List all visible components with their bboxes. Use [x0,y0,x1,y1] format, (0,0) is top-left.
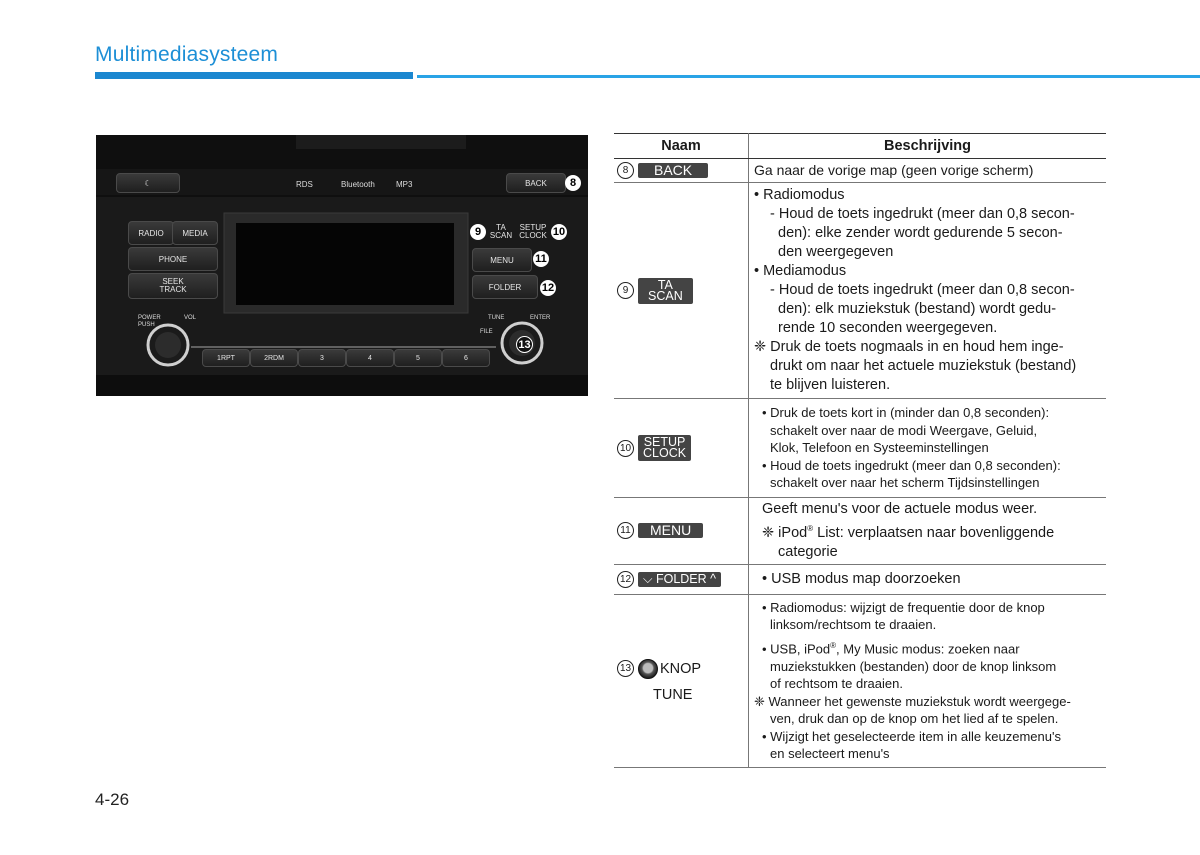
callout-13: 13 [516,336,533,353]
file-label: FILE [480,329,493,335]
header-rule-accent [95,72,413,79]
track-label: TRACK [159,285,187,294]
table-row [614,564,1106,594]
description-line: den weergegeven [778,244,894,260]
setup-label: SETUP [519,223,547,232]
description-line: den): elke zender wordt gedurende 5 secon- [778,225,1063,241]
preset-1-button: 1RPT [202,349,250,367]
back-button: BACK [506,173,566,193]
description-line: te blijven luisteren. [770,377,891,393]
preset-4-button: 4 [346,349,394,367]
ta-scan-key-icon [638,278,693,304]
description-line: en selecteert menu's [770,746,890,762]
radio-panel-photo [96,135,588,396]
description-line: linksom/rechtsom te draaien. [770,617,937,633]
table-row [614,183,1106,399]
description-line: categorie [778,543,838,560]
page-number: 4-26 [95,790,130,809]
callout-10: 10 [552,226,566,238]
description-line: Ga naar de vorige map (geen vorige scherm) [754,162,1034,178]
registered-mark: ® [830,640,837,650]
phone-button: PHONE [128,247,218,271]
push-label: PUSH [138,322,155,328]
chevron-up-icon: ^ [710,571,717,586]
moon-button [116,173,180,193]
table-row [614,498,1106,565]
folder-label: FOLDER [655,571,707,586]
header-rule [417,75,1200,78]
description-line: • Mediamodus [754,263,847,279]
description-line: ❈ Druk de toets nogmaals in en houd hem inge- [754,339,1064,355]
callout-8: 8 [565,175,581,191]
description-line: schakelt over naar het scherm Tijdsinstellingen [770,475,1040,491]
table-row [614,399,1106,498]
description-line: muziekstukken (bestanden) door de knop linksom [770,658,1057,674]
ta-scan-button [488,221,514,243]
description-line: of rechtsom te draaien. [770,676,903,692]
mp3-logo: MP3 [396,180,413,189]
callout-9: 9 [470,224,486,240]
description-line: ❈ iPod [762,524,808,541]
clock-label: CLOCK [519,231,547,240]
description-line: drukt om naar het actuele muziekstuk (bestand) [770,358,1077,374]
description-line: • USB, iPod [762,641,831,657]
description-line: - Houd de toets ingedrukt (meer dan 0,8 secon- [770,282,1075,298]
controls-table [614,133,1106,768]
preset-3-button: 3 [298,349,346,367]
preset-6-button: 6 [442,349,490,367]
media-button: MEDIA [172,221,218,245]
table-row [614,594,1106,767]
description-line: ❈ Wanneer het gewenste muziekstuk wordt weergege- [754,693,1071,709]
vol-label: VOL [184,315,197,321]
radio-button: RADIO [128,221,174,245]
knob-icon [638,659,658,679]
description-line: den): elk muziekstuk (bestand) wordt gedu- [778,301,1057,317]
description-line: schakelt over naar de modi Weergave, Geluid, [770,422,1038,438]
preset-5-button: 5 [394,349,442,367]
description-line: Geeft menu's voor de actuele modus weer. [762,501,1038,517]
description-line: rende 10 seconden weergegeven. [778,320,998,336]
item-number: 9 [617,282,634,299]
chevron-down-icon: ⌵ [643,571,653,586]
clock-label: CLOCK [643,446,687,460]
description-line: List: verplaatsen naar bovenliggende [813,524,1055,541]
menu-key-icon: MENU [638,523,703,538]
ta-label: TA [657,277,673,292]
seek-label: SEEK [162,277,184,286]
registered-mark: ® [807,524,814,533]
description-line: • Houd de toets ingedrukt (meer dan 0,8 seconden): [762,457,1061,473]
column-header-description: Beschrijving [749,134,1107,159]
table-row [614,159,1106,183]
seek-track-button [128,273,218,299]
section-title: Multimediasysteem [95,43,279,66]
column-header-name: Naam [614,134,749,159]
callout-12: 12 [541,282,555,294]
scan-label: SCAN [489,231,513,240]
item-number: 12 [617,571,634,588]
description-line: • Radiomodus [754,187,845,203]
power-label: POWER [138,315,161,321]
description-line: • Wijzigt het geselecteerde item in alle keuzemenu's [762,728,1061,744]
menu-button: MENU [472,248,532,272]
rds-logo: RDS [296,180,313,189]
tune-label: TUNE [653,686,693,703]
scan-label: SCAN [648,288,683,303]
description-line: Klok, Telefoon en Systeeminstellingen [770,440,989,456]
description-line: • USB modus map doorzoeken [762,570,961,587]
description-line: • Radiomodus: wijzigt de frequentie door de knop [762,599,1045,615]
description-line: , My Music modus: zoeken naar [836,641,1020,657]
item-number: 13 [617,660,634,677]
item-number: 10 [617,440,634,457]
description-line: ven, druk dan op de knop om het lied af te spelen. [770,711,1059,727]
folder-button: FOLDER [472,275,538,299]
preset-2-button: 2RDM [250,349,298,367]
bluetooth-logo: Bluetooth [341,180,375,189]
folder-key-icon [638,572,721,587]
setup-clock-button [518,221,548,243]
setup-clock-key-icon [638,435,691,461]
item-number: 8 [617,162,634,179]
description-line: - Houd de toets ingedrukt (meer dan 0,8 secon- [770,206,1075,222]
knop-label: KNOP [660,660,702,677]
callout-11: 11 [533,251,549,267]
enter-label: ENTER [530,315,551,321]
setup-label: SETUP [643,435,686,449]
item-number: 11 [617,522,634,539]
tune-label: TUNE [488,315,505,321]
ta-label: TA [496,223,506,232]
back-key-icon: BACK [638,163,708,178]
description-line: • Druk de toets kort in (minder dan 0,8 seconden): [762,405,1050,421]
moon-icon: ☾ [144,178,152,188]
